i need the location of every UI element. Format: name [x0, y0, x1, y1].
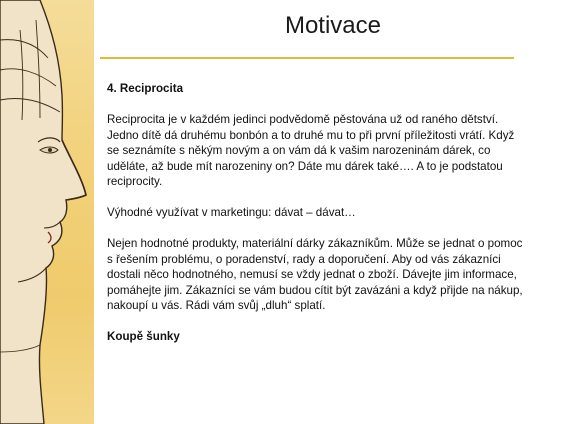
title-underline: [100, 57, 514, 59]
slide-body: [107, 81, 527, 360]
slide-title: Motivace: [284, 12, 382, 39]
closing-heading: Koupě šunky: [107, 330, 180, 343]
body-paragraph-1: Reciprocita je v každém jedinci podvědomě pěstována už od raného dětství. Jedno dítě dá druhému bonbón a to druhé mu to při první příležitosti vrátí. Když se seznámíte s někým novým a on vám dá k vašim narozeninám dárek, co uděláte, až bude mít narozeniny on? Dáte mu dárek také…. A to je podstatou reciprocity.: [107, 113, 515, 188]
phrenology-head-illustration: [0, 0, 94, 424]
body-paragraph-3: Nejen hodnotné produkty, materiální dárky zákazníkům. Může se jednat o pomoc s řešením problému, o poradenství, rady a doporučení. Aby od vás zákazníci dostali něco hodnotného, nemusí se vždy jednat o zboží. Dávejte jim informace, pomáhejte jim. Zákazníci se vám budou cítit být zavázáni a když přijde na nákup, nakoupí u vás. Rádi vám svůj „dluh“ splatí.: [107, 237, 523, 312]
section-heading: 4. Reciprocita: [107, 82, 184, 95]
body-paragraph-2: Výhodné využívat v marketingu: dávat – dávat…: [107, 206, 356, 219]
phrenology-head-drawing: [0, 0, 94, 424]
